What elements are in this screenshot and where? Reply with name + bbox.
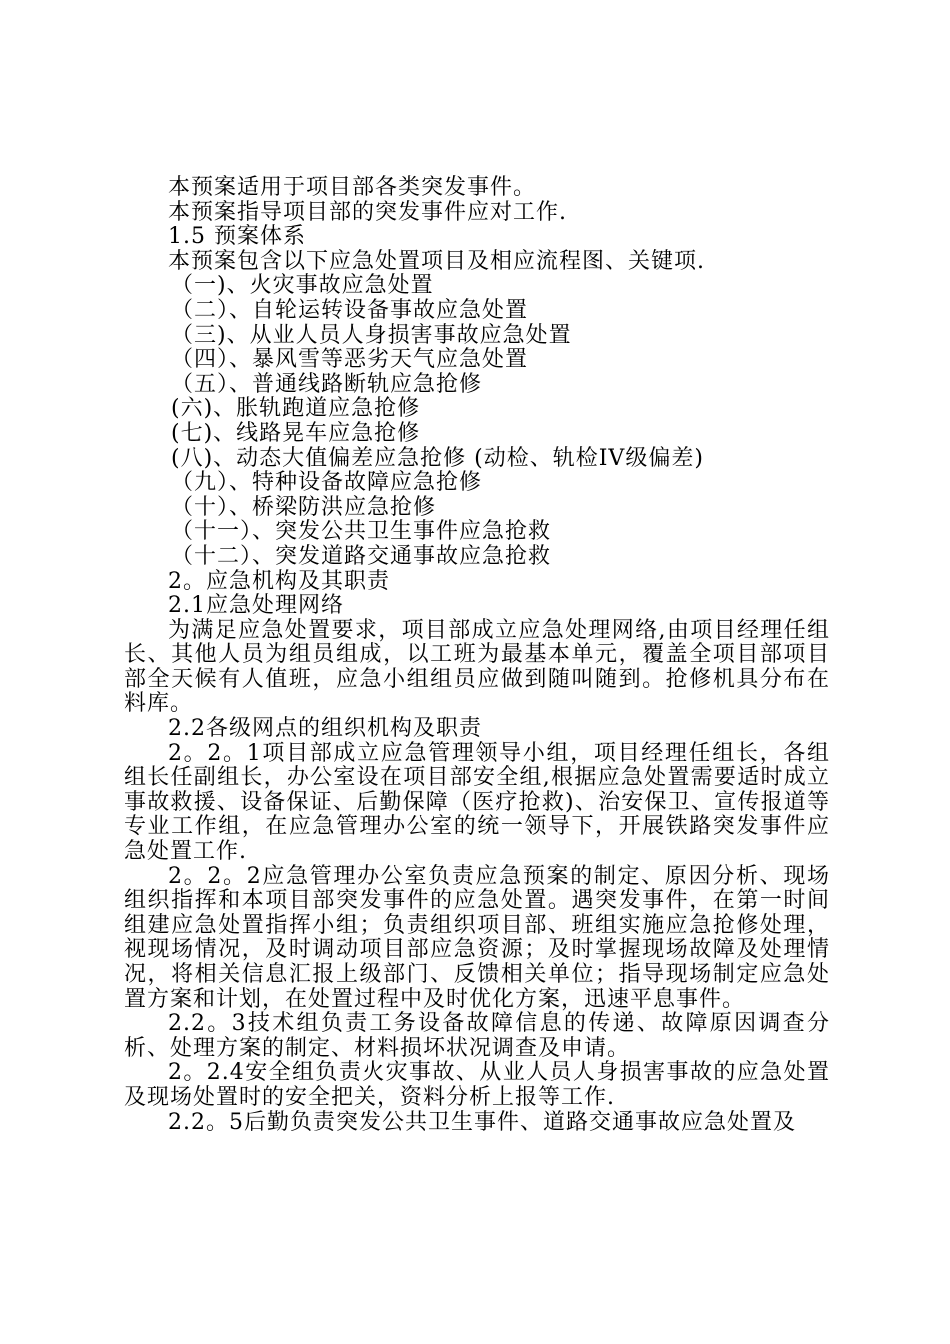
- paragraph-2-2-1: 2。2。1项目部成立应急管理领导小组，项目经理任组长，各组组长任副组长，办公室设在项目部安全组,根据应急处置需要适时成立事故救援、设备保证、后勤保障（医疗抢救)、治安保卫、宣传报道等专业工作组，在应急管理办公室的统一领导下，开展铁路突发事件应急处置工作.: [124, 740, 830, 865]
- list-item: （九）、特种设备故障应急抢修: [171, 470, 483, 496]
- paragraph-scope: 本预案适用于项目部各类突发事件。: [168, 175, 537, 200]
- list-item: （三)、从业人员人身损害事故应急处置: [171, 322, 572, 348]
- section-heading-1-5: 1.5 预案体系: [168, 224, 306, 250]
- paragraph-2-2-2: 2。2。2应急管理办公室负责应急预案的制定、原因分析、现场组织指挥和本项目部突发事件的应急处置。遇突发事件，在第一时间组建应急处置指挥小组；负责组织项目部、班组实施应急抢修处理，视现场情况，及时调动项目部应急资源；及时掌握现场故障及处理情况，将相关信息汇报上级部门、反馈相关单位；指导现场制定应急处置方案和计划，在处置过程中及时优化方案，迅速平息事件。: [124, 863, 830, 1012]
- paragraph-guidance: 本预案指导项目部的突发事件应对工作.: [168, 199, 567, 225]
- list-item: (七)、线路晃车应急抢修: [171, 420, 421, 446]
- paragraph-2-2-4: 2。2.4安全组负责火灾事故、从业人员人身损害事故的应急处置及现场处置时的安全把关，资料分析上报等工作.: [124, 1060, 830, 1110]
- list-item: （四）、暴风雪等恶劣天气应急处置: [171, 347, 529, 373]
- paragraph-network: 为满足应急处置要求，项目部成立应急处理网络,由项目经理任组长、其他人员为组员组成，以工班为最基本单元，覆盖全项目部项目部全天候有人值班，应急小组组员应做到随叫随到。抢修机具分布在料库。: [124, 617, 830, 717]
- paragraph-2-2-3: 2.2。3技术组负责工务设备故障信息的传递、故障原因调查分析、处理方案的制定、材料损坏状况调查及申请。: [124, 1011, 830, 1061]
- list-item: （十二）、突发道路交通事故应急抢救: [171, 543, 552, 569]
- list-item: (八)、动态大值偏差应急抢修 (动检、轨检IV级偏差): [171, 445, 704, 471]
- document-body: [124, 176, 830, 1135]
- paragraph-plan-contents: 本预案包含以下应急处置项目及相应流程图、关键项.: [168, 248, 705, 274]
- section-heading-2: 2。应急机构及其职责: [168, 568, 390, 594]
- paragraph-2-2-5: 2.2。5后勤负责突发公共卫生事件、道路交通事故应急处置及: [168, 1109, 796, 1135]
- section-heading-2-1: 2.1应急处理网络: [168, 593, 344, 619]
- list-item: （一)、火灾事故应急处置: [171, 273, 434, 299]
- list-item: （十）、桥梁防洪应急抢修: [171, 494, 437, 520]
- list-item: （二）、自轮运转设备事故应急处置: [171, 297, 529, 323]
- section-heading-2-2: 2.2各级网点的组织机构及职责: [168, 716, 482, 742]
- list-item: (六)、胀轨跑道应急抢修: [171, 396, 421, 422]
- list-item: （十一）、突发公共卫生事件应急抢救: [171, 519, 552, 545]
- list-item: （五）、普通线路断轨应急抢修: [171, 371, 483, 397]
